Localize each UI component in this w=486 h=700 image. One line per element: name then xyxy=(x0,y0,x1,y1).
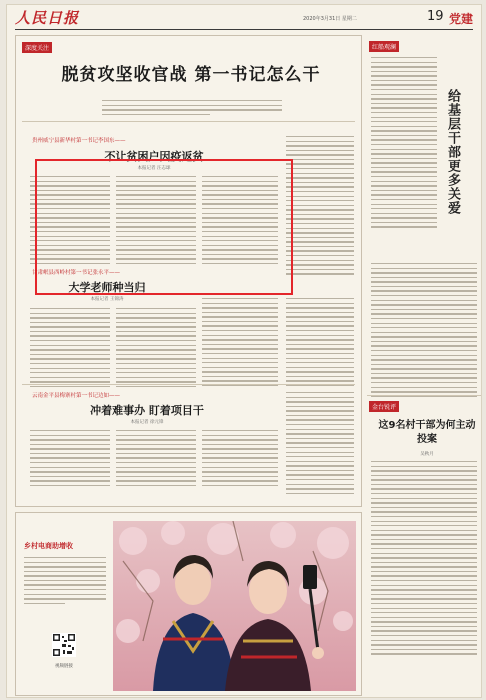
story1-kicker: 贵州威宁县新华村第一书记李国东—— xyxy=(32,138,126,144)
story2-byline: 本报记者 王锦涛 xyxy=(90,297,124,302)
story3-title: 冲着难事办 盯着项目干 xyxy=(90,404,204,417)
intro-text xyxy=(102,100,282,118)
page-number: 19 xyxy=(427,9,444,24)
story3-col3 xyxy=(202,430,278,490)
story1-title: 不让贫困户因疫返贫 xyxy=(104,150,204,163)
right-column-label-2: 金台锐评 xyxy=(369,401,399,412)
photo-women-selfie xyxy=(113,521,356,691)
column-label: 深度关注 xyxy=(22,42,52,53)
right-text-3 xyxy=(371,461,477,658)
story1-col4 xyxy=(286,136,354,278)
photo-feature xyxy=(15,512,362,696)
main-headline: 脱贫攻坚收官战 第一书记怎么干 xyxy=(61,65,321,85)
right-title: 给基层干部更多关爱 xyxy=(445,89,460,215)
story2-col1 xyxy=(30,308,110,390)
right-column xyxy=(367,35,481,495)
story3-col4 xyxy=(286,392,354,497)
newspaper-logo: 人民日报 xyxy=(15,9,80,27)
story2-kicker: 甘肃岷县西岭村第一书记张永平—— xyxy=(32,270,121,276)
photo-feature-title: 乡村电商助增收 xyxy=(24,542,73,550)
story1-byline: 本报记者 汪志球 xyxy=(137,166,171,171)
right-text-1 xyxy=(371,57,437,231)
right-byline-2: 吴秋月 xyxy=(420,452,434,457)
story2-col3 xyxy=(202,298,278,390)
section-name: 党建 xyxy=(449,12,474,26)
masthead xyxy=(15,9,473,30)
story2-title: 大学老师种当归 xyxy=(68,281,146,294)
main-feature xyxy=(15,35,362,507)
newspaper-page xyxy=(6,4,482,698)
story2-col2 xyxy=(116,308,196,390)
story3-byline: 本报记者 徐元锋 xyxy=(130,420,164,425)
story2-col4 xyxy=(286,298,354,390)
qr-code[interactable] xyxy=(52,633,76,657)
qr-code-label: 视频链接 xyxy=(55,664,73,669)
dateline: 2020年3月31日 星期二 xyxy=(303,16,357,22)
story3-col1 xyxy=(30,430,110,490)
right-title-2: 这9名村干部为何主动投案 xyxy=(378,420,476,445)
right-text-2 xyxy=(371,263,477,400)
photo-caption xyxy=(24,557,106,607)
story3-col2 xyxy=(116,430,196,490)
right-column-label: 红船观澜 xyxy=(369,41,399,52)
story3-kicker: 云南金平县梅寨村第一书记边如—— xyxy=(32,393,121,399)
